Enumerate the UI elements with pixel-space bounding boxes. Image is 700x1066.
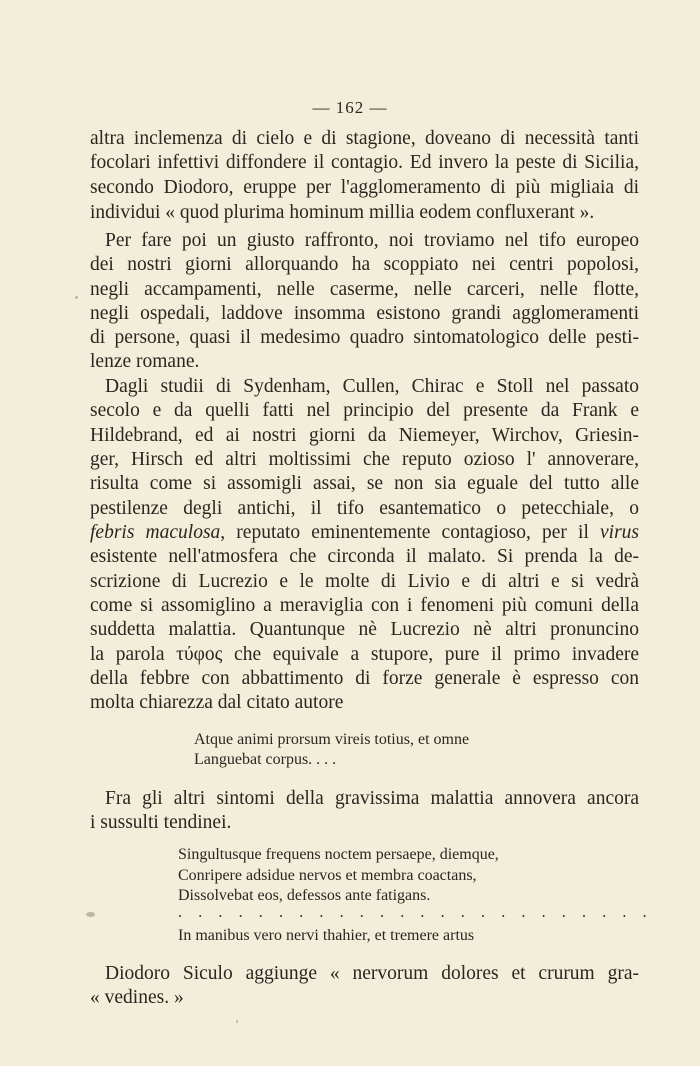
- paragraph-line: Diodoro Siculo aggiunge « nervorum dolores et crurum gra-: [105, 963, 639, 984]
- ink-speck: [86, 912, 95, 917]
- paragraph-line: Fra gli altri sintomi della gravissima malattia annovera ancora: [105, 788, 639, 809]
- italic-term: virus: [600, 522, 639, 543]
- paragraph-line: secolo e da quelli fatti nel principio del presente da Frank e: [90, 400, 639, 421]
- verse-line: Atque animi prorsum vireis totius, et omne: [194, 731, 470, 748]
- paragraph-line-italic: [90, 521, 639, 545]
- paragraph-line: pestilenze degli antichi, il tifo esantematico o petecchiale, o: [90, 498, 639, 519]
- line-text: , reputato eminentemente contagioso, per il: [220, 522, 600, 543]
- page-number: — 162 —: [312, 98, 388, 117]
- verse-line: Languebat corpus. . . .: [194, 751, 337, 768]
- paragraph-line: la parola τύφος che equivale a stupore, pure il primo invadere: [90, 644, 639, 665]
- ink-speck: [236, 1020, 238, 1023]
- verse-line: In manibus vero nervi thahier, et tremere artus: [178, 927, 475, 944]
- ink-speck: [75, 296, 78, 299]
- paragraph-line: scrizione di Lucrezio e le molte di Livio e di altri e si vedrà: [90, 571, 639, 592]
- verse-line: Singultusque frequens noctem persaepe, diemque,: [178, 846, 499, 863]
- paragraph-line: di persone, quasi il medesimo quadro sintomatologico delle pesti-: [90, 327, 639, 348]
- paragraph-line: altra inclemenza di cielo e di stagione, doveano di necessità tanti: [90, 128, 639, 149]
- paragraph-line: « vedines. »: [90, 987, 184, 1008]
- paragraph-line: della febbre con abbattimento di forze generale è espresso con: [90, 668, 639, 689]
- paragraph-line: focolari infettivi diffondere il contagio. Ed invero la peste di Sicilia,: [90, 152, 639, 173]
- paragraph-line: Dagli studii di Sydenham, Cullen, Chirac e Stoll nel passato: [105, 376, 639, 397]
- verse-line: Dissolvebat eos, defessos ante fatigans.: [178, 887, 431, 904]
- paragraph-line: dei nostri giorni allorquando ha scoppiato nei centri popolosi,: [90, 254, 639, 275]
- paragraph-line: i sussulti tendinei.: [90, 812, 232, 833]
- verse-line: Conripere adsidue nervos et membra coactans,: [178, 867, 477, 884]
- paragraph-line: individui « quod plurima hominum millia eodem confluxerant ».: [90, 202, 595, 223]
- paragraph-line: secondo Diodoro, eruppe per l'agglomeramento di più migliaia di: [90, 177, 639, 198]
- paragraph-line: ger, Hirsch ed altri moltissimi che reputo ozioso l' annoverare,: [90, 449, 639, 470]
- paragraph-line: come si assomiglino a meraviglia con i fenomeni più comuni della: [90, 595, 639, 616]
- paragraph-line: suddetta malattia. Quantunque nè Lucrezio nè altri pronuncino: [90, 619, 639, 640]
- paragraph-line: Hildebrand, ed ai nostri giorni da Niemeyer, Wirchov, Griesin-: [90, 425, 639, 446]
- paragraph-line: esistente nell'atmosfera che circonda il malato. Si prenda la de-: [90, 546, 639, 567]
- paragraph-line: Per fare poi un giusto raffronto, noi troviamo nel tifo europeo: [105, 230, 639, 251]
- paragraph-line: negli accampamenti, nelle caserme, nelle carceri, nelle flotte,: [90, 279, 639, 300]
- italic-term: febris maculosa: [90, 522, 221, 543]
- paragraph-line: lenze romane.: [90, 351, 200, 372]
- paragraph-line: negli ospedali, laddove insomma esistono grandi agglomeramenti: [90, 303, 639, 324]
- verse-ellipsis-dots: . . . . . . . . . . . . . . . . . . . . . . . .: [178, 904, 653, 921]
- paragraph-line: risulta come si assomigli assai, se non sia eguale del tutto alle: [90, 473, 639, 494]
- paragraph-line: molta chiarezza dal citato autore: [90, 692, 344, 713]
